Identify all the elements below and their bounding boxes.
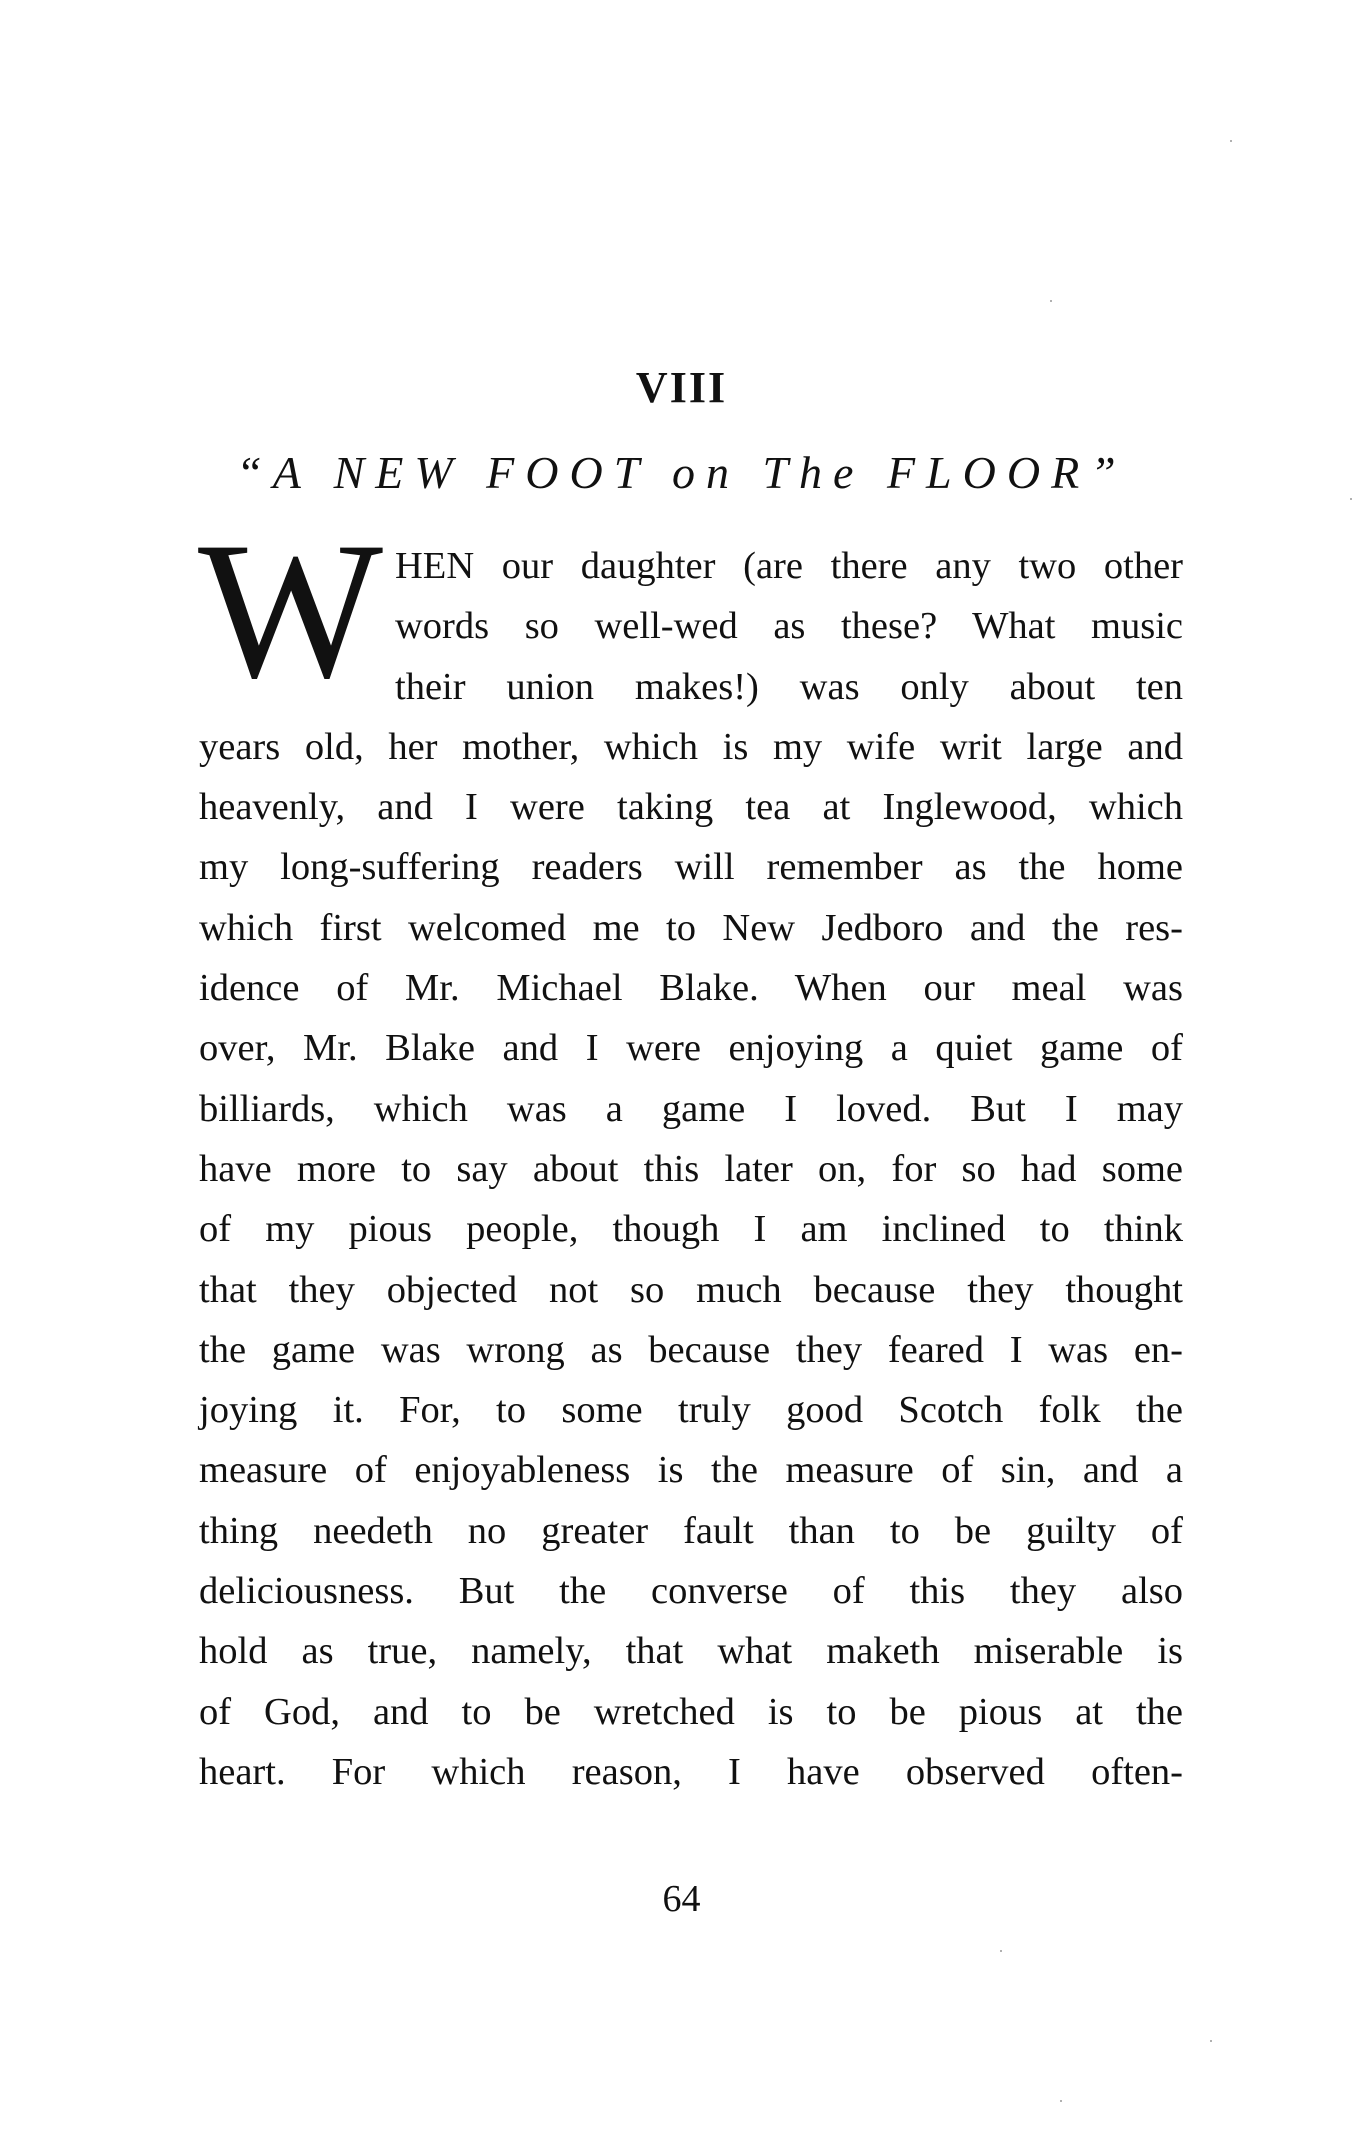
text-line: which first welcomed me to New Jedboro and the res-: [199, 906, 1183, 949]
text-line: words so well-wed as these? What music: [395, 605, 1183, 648]
page-number: 64: [662, 1878, 701, 1920]
text-line: billiards, which was a game I loved. But I may: [199, 1087, 1183, 1130]
text-line: of God, and to be wretched is to be pious at the: [199, 1690, 1183, 1733]
text-line: have more to say about this later on, for so had some: [199, 1147, 1183, 1190]
paper-speck: [1000, 1950, 1002, 1952]
text-line: heavenly, and I were taking tea at Inglewood, which: [199, 786, 1183, 829]
text-line: that they objected not so much because they thought: [199, 1268, 1183, 1311]
chapter-number: VIII: [635, 363, 728, 412]
text-line: over, Mr. Blake and I were enjoying a quiet game of: [199, 1027, 1183, 1070]
paper-speck: [1210, 2040, 1212, 2042]
paper-speck: [1230, 140, 1232, 142]
paper-speck: [1060, 2100, 1062, 2102]
text-line: thing needeth no greater fault than to be guilty of: [199, 1509, 1183, 1552]
text-line: HEN our daughter (are there any two other: [395, 545, 1183, 587]
text-line: idence of Mr. Michael Blake. When our meal was: [199, 967, 1183, 1010]
text-line: deliciousness. But the converse of this they also: [199, 1570, 1183, 1613]
text-line: of my pious people, though I am inclined to think: [199, 1208, 1183, 1251]
text-line: joying it. For, to some truly good Scotch folk the: [199, 1389, 1183, 1432]
chapter-title: “A NEW FOOT on The FLOOR”: [236, 447, 1127, 498]
text-line: heart. For which reason, I have observed often-: [199, 1750, 1183, 1793]
text-line: their union makes!) was only about ten: [395, 665, 1183, 708]
paper-speck: [1350, 498, 1352, 500]
paper-speck: [1050, 300, 1052, 302]
text-line: hold as true, namely, that what maketh miserable is: [199, 1630, 1183, 1673]
chapter-body: [198, 502, 1183, 1802]
text-line: the game was wrong as because they feared I was en-: [199, 1328, 1183, 1371]
text-line: years old, her mother, which is my wife writ large and: [199, 725, 1183, 768]
text-line: my long-suffering readers will remember as the home: [199, 846, 1183, 889]
text-line: measure of enjoyableness is the measure of sin, and a: [199, 1449, 1183, 1492]
drop-cap: W: [198, 502, 383, 719]
